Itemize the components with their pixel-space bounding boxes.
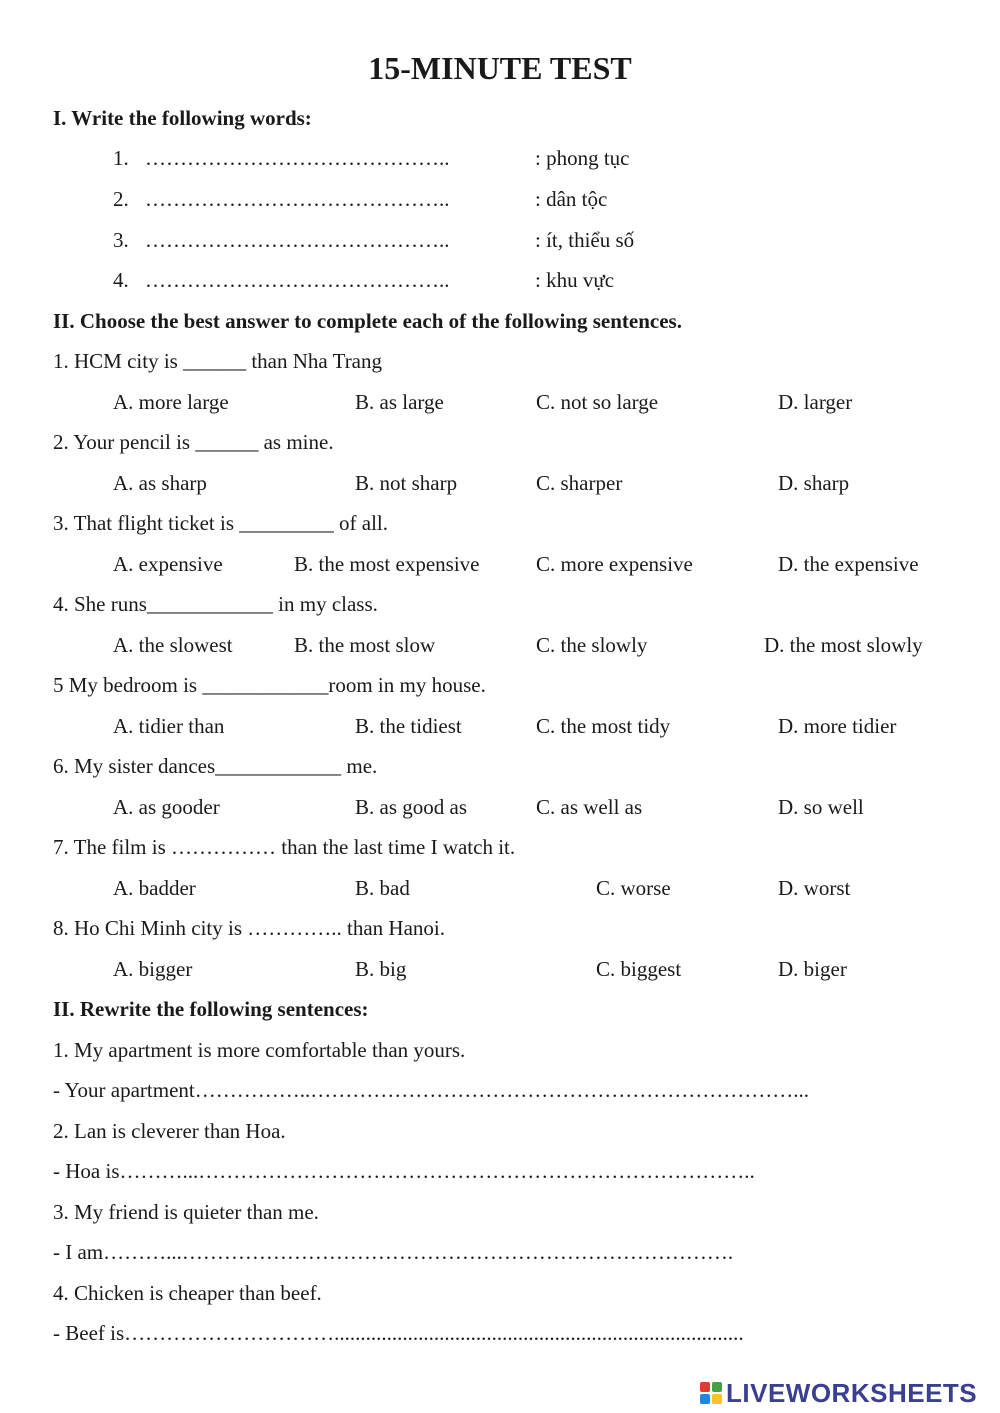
section1-heading: I. Write the following words: xyxy=(53,106,312,130)
option-c[interactable]: C. as well as xyxy=(536,795,643,819)
option-a[interactable]: A. more large xyxy=(113,390,229,414)
option-a[interactable]: A. badder xyxy=(113,876,196,900)
option-a[interactable]: A. tidier than xyxy=(113,714,225,738)
rewrite-sentence: 2. Lan is cleverer than Hoa. xyxy=(53,1119,286,1143)
rewrite-answer-line[interactable]: - Beef is………………………….............................................................................. xyxy=(53,1321,744,1345)
option-a[interactable]: A. bigger xyxy=(113,957,193,981)
option-c[interactable]: C. more expensive xyxy=(536,552,693,576)
option-c[interactable]: C. worse xyxy=(596,876,671,900)
vocab-number: 3. xyxy=(113,228,129,252)
rewrite-answer-line[interactable]: - I am………...……………………………………………………………………. xyxy=(53,1240,734,1264)
vocab-blank[interactable]: …………………………………….. xyxy=(145,187,450,211)
option-b[interactable]: B. as good as xyxy=(355,795,467,819)
question-text: 2. Your pencil is ______ as mine. xyxy=(53,430,334,454)
option-b[interactable]: B. bad xyxy=(355,876,410,900)
question-text: 7. The film is …………… than the last time I watch it. xyxy=(53,835,516,859)
page-title: 15-MINUTE TEST xyxy=(368,50,632,86)
rewrite-answer-line[interactable]: - Hoa is………...…………………………………………………………………….. xyxy=(53,1159,755,1183)
vocab-blank[interactable]: …………………………………….. xyxy=(145,228,450,252)
option-a[interactable]: A. as sharp xyxy=(113,471,207,495)
option-b[interactable]: B. the most expensive xyxy=(294,552,480,576)
option-d[interactable]: D. so well xyxy=(778,795,864,819)
option-a[interactable]: A. the slowest xyxy=(113,633,233,657)
option-c[interactable]: C. the slowly xyxy=(536,633,648,657)
question-text: 3. That flight ticket is _________ of all. xyxy=(53,511,388,535)
liveworksheets-logo xyxy=(700,1376,977,1410)
vocab-meaning: : phong tục xyxy=(535,146,630,170)
rewrite-sentence: 4. Chicken is cheaper than beef. xyxy=(53,1281,322,1305)
option-d[interactable]: D. biger xyxy=(778,957,847,981)
question-text: 1. HCM city is ______ than Nha Trang xyxy=(53,349,383,373)
logo-mark-icon xyxy=(700,1382,722,1404)
vocab-blank[interactable]: …………………………………….. xyxy=(145,146,450,170)
option-c[interactable]: C. biggest xyxy=(596,957,682,981)
logo-square-blue xyxy=(700,1394,710,1404)
option-c[interactable]: C. sharper xyxy=(536,471,623,495)
logo-text: LIVEWORKSHEETS xyxy=(726,1377,978,1408)
option-d[interactable]: D. sharp xyxy=(778,471,850,495)
option-d[interactable]: D. larger xyxy=(778,390,853,414)
option-c[interactable]: C. the most tidy xyxy=(536,714,671,738)
vocab-number: 2. xyxy=(113,187,129,211)
vocab-number: 1. xyxy=(113,146,129,170)
option-c[interactable]: C. not so large xyxy=(536,390,659,414)
vocab-meaning: : khu vực xyxy=(535,268,615,292)
logo-square-green xyxy=(712,1382,722,1392)
question-text: 6. My sister dances____________ me. xyxy=(53,754,378,778)
vocab-blank[interactable]: …………………………………….. xyxy=(145,268,450,292)
rewrite-answer-line[interactable]: - Your apartment……………..……………………………………………………………... xyxy=(53,1078,809,1102)
section3-heading: II. Rewrite the following sentences: xyxy=(53,997,369,1021)
question-text: 4. She runs____________ in my class. xyxy=(53,592,378,616)
question-text: 8. Ho Chi Minh city is ………….. than Hanoi. xyxy=(53,916,445,940)
section2-heading: II. Choose the best answer to complete each of the following sentences. xyxy=(53,309,682,333)
vocab-meaning: : ít, thiểu số xyxy=(535,228,635,252)
question-text: 5 My bedroom is ____________room in my house. xyxy=(53,673,486,697)
vocab-meaning: : dân tộc xyxy=(535,187,608,211)
option-d[interactable]: D. more tidier xyxy=(778,714,897,738)
logo-square-red xyxy=(700,1382,710,1392)
option-b[interactable]: B. as large xyxy=(355,390,444,414)
rewrite-sentence: 3. My friend is quieter than me. xyxy=(53,1200,319,1224)
option-b[interactable]: B. big xyxy=(355,957,407,981)
logo-square-yellow xyxy=(712,1394,722,1404)
option-a[interactable]: A. expensive xyxy=(113,552,223,576)
option-d[interactable]: D. the expensive xyxy=(778,552,919,576)
option-b[interactable]: B. the tidiest xyxy=(355,714,462,738)
option-d[interactable]: D. the most slowly xyxy=(764,633,923,657)
option-b[interactable]: B. not sharp xyxy=(355,471,458,495)
vocab-number: 4. xyxy=(113,268,129,292)
option-b[interactable]: B. the most slow xyxy=(294,633,436,657)
rewrite-sentence: 1. My apartment is more comfortable than yours. xyxy=(53,1038,466,1062)
option-a[interactable]: A. as gooder xyxy=(113,795,220,819)
option-d[interactable]: D. worst xyxy=(778,876,851,900)
